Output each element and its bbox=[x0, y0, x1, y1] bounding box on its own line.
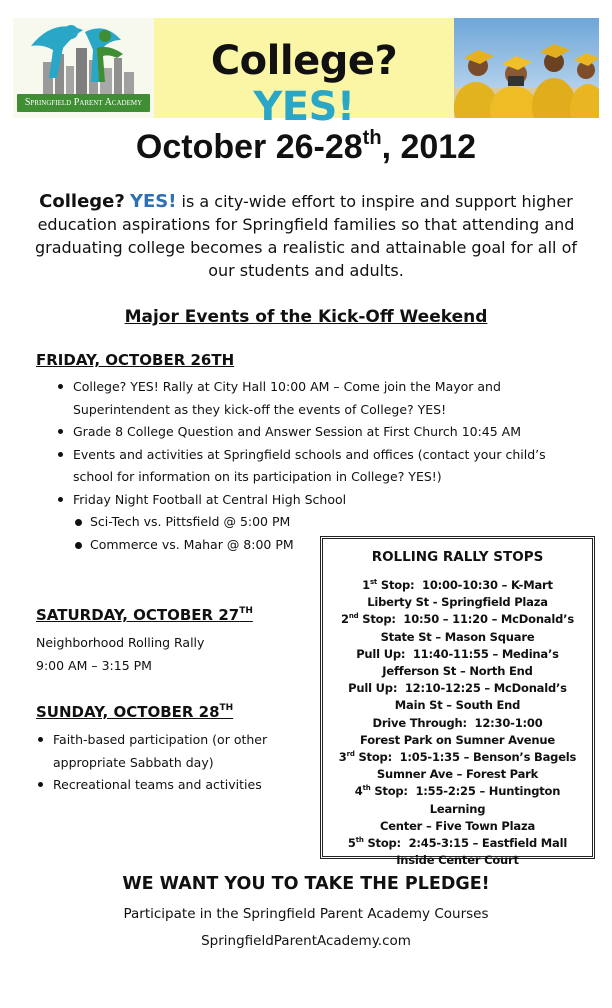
intro-lead-prefix: College? bbox=[39, 191, 125, 212]
rally-stop bbox=[327, 749, 588, 783]
rally-stop-time bbox=[327, 835, 588, 852]
saturday-line: Neighborhood Rolling Rally bbox=[36, 635, 205, 650]
pledge-heading: WE WANT YOU TO TAKE THE PLEDGE! bbox=[122, 874, 490, 894]
sunday-heading bbox=[36, 703, 233, 721]
friday-heading: FRIDAY, OCTOBER 26TH bbox=[36, 351, 235, 369]
football-game: Sci-Tech vs. Pittsfield @ 5:00 PM bbox=[73, 511, 576, 534]
friday-item: Events and activities at Springfield schools and offices (contact your child’s school for information on its participation in College? YES!) bbox=[56, 444, 576, 489]
rally-stop-place: Inside Center Court bbox=[396, 853, 519, 868]
stop-label: Stop: bbox=[377, 578, 415, 592]
stop-ordinal: st bbox=[369, 578, 378, 586]
stop-time: 11:40-11:55 – Medina’s bbox=[412, 646, 559, 661]
date-main: October 26-28 bbox=[135, 128, 363, 166]
intro-lead-yes: YES! bbox=[129, 191, 177, 212]
stop-time: 12:10-12:25 – McDonald’s bbox=[404, 681, 567, 696]
rally-stop-time bbox=[327, 646, 588, 663]
stop-label: Pull Up: bbox=[348, 681, 398, 696]
rally-stop-place: Center – Five Town Plaza bbox=[379, 818, 536, 833]
rally-stop bbox=[327, 715, 588, 749]
stop-ordinal: th bbox=[355, 836, 364, 845]
events-heading: Major Events of the Kick-Off Weekend bbox=[124, 307, 488, 327]
rally-stop-time bbox=[327, 611, 588, 628]
rally-title: ROLLING RALLY STOPS bbox=[371, 549, 544, 565]
rally-stops bbox=[327, 577, 588, 869]
rally-stop bbox=[327, 783, 588, 835]
stop-ordinal: rd bbox=[346, 750, 355, 759]
rally-stop-place: State St – Mason Square bbox=[380, 629, 535, 644]
stop-label: Stop: bbox=[358, 612, 396, 627]
stop-label: Stop: bbox=[363, 836, 401, 851]
stop-ordinal: nd bbox=[348, 612, 359, 621]
springfield-parent-academy-logo bbox=[13, 18, 154, 118]
participate-text: Participate in the Springfield Parent Academy Courses bbox=[123, 906, 489, 922]
stop-number: 4 bbox=[354, 784, 363, 799]
intro-paragraph bbox=[20, 190, 592, 282]
logo-label: Springfield Parent Academy bbox=[17, 94, 150, 112]
rally-stop-time bbox=[327, 783, 588, 817]
rally-stop bbox=[327, 835, 588, 869]
saturday-heading bbox=[36, 606, 253, 624]
rally-stop bbox=[327, 680, 588, 714]
website-link[interactable]: SpringfieldParentAcademy.com bbox=[201, 933, 411, 949]
stop-time: 1:55-2:25 – Huntington Learning bbox=[415, 784, 561, 816]
header-banner bbox=[13, 18, 599, 130]
saturday-details bbox=[36, 632, 204, 677]
rally-stop-place: Forest Park on Sumner Avenue bbox=[360, 732, 555, 747]
saturday-line: 9:00 AM – 3:15 PM bbox=[36, 657, 152, 673]
sunday-events bbox=[36, 729, 316, 797]
stop-ordinal: th bbox=[362, 784, 371, 793]
stop-label: Stop: bbox=[354, 750, 392, 765]
event-dates bbox=[0, 128, 612, 167]
title-box bbox=[154, 18, 454, 130]
friday-item: College? YES! Rally at City Hall 10:00 AM – Come join the Mayor and Superintendent as they kick-off the events of College? YES! bbox=[56, 376, 576, 421]
rally-stop-time bbox=[327, 680, 588, 697]
rolling-rally-box bbox=[320, 536, 595, 868]
stop-label: Stop: bbox=[370, 784, 408, 799]
rally-stop-place: Jefferson St – North End bbox=[382, 664, 533, 679]
stop-time: 10:50 – 11:20 – McDonald’s bbox=[403, 612, 574, 627]
stop-number: 2 bbox=[341, 612, 349, 627]
rally-stop-place: Main St – South End bbox=[394, 698, 521, 713]
stop-number: 3 bbox=[338, 750, 347, 765]
date-suffix: th bbox=[362, 127, 382, 149]
football-game: Commerce vs. Mahar @ 8:00 PM bbox=[73, 534, 576, 557]
stop-time: 12:30-1:00 bbox=[474, 715, 543, 730]
banner-title-yes: YES! bbox=[253, 84, 355, 130]
stop-number: 1 bbox=[362, 578, 370, 592]
rally-stop bbox=[327, 646, 588, 680]
stop-time: 10:00-10:30 – K-Mart bbox=[422, 578, 553, 592]
rally-stop-time bbox=[327, 749, 588, 766]
saturday-heading-text: SATURDAY, OCTOBER 27 bbox=[36, 606, 240, 624]
friday-item: Grade 8 College Question and Answer Session at First Church 10:45 AM bbox=[56, 421, 576, 444]
rally-stop-place: Liberty St - Springfield Plaza bbox=[367, 595, 548, 610]
graduates-photo bbox=[454, 18, 599, 118]
graduates-image bbox=[454, 18, 599, 118]
saturday-heading-suffix: TH bbox=[239, 606, 253, 616]
rally-stop bbox=[327, 577, 588, 611]
rally-stop-time bbox=[327, 715, 588, 732]
rally-stop bbox=[327, 611, 588, 645]
banner-title-prefix: College? bbox=[210, 38, 398, 84]
rally-stop-time bbox=[327, 577, 588, 594]
sunday-item: Faith-based participation (or other appropriate Sabbath day) bbox=[36, 729, 316, 774]
stop-label: Drive Through: bbox=[372, 715, 467, 730]
sunday-heading-text: SUNDAY, OCTOBER 28 bbox=[36, 703, 220, 721]
stop-number: 5 bbox=[347, 836, 356, 851]
banner-title bbox=[154, 38, 454, 130]
rally-stop-place: Sumner Ave – Forest Park bbox=[376, 767, 539, 782]
sunday-heading-suffix: TH bbox=[219, 703, 234, 713]
intro-body: is a city-wide effort to inspire and support higher education aspirations for Springfield families so that attending and graduating college becomes a realistic and attainable goal for all of our students and adults. bbox=[34, 192, 577, 280]
friday-events bbox=[56, 376, 576, 556]
stop-time: 2:45-3:15 – Eastfield Mall bbox=[408, 836, 568, 851]
stop-label: Pull Up: bbox=[356, 646, 406, 661]
sunday-item: Recreational teams and activities bbox=[36, 774, 316, 797]
date-year: , 2012 bbox=[381, 128, 477, 166]
friday-item-text: Friday Night Football at Central High School bbox=[73, 491, 347, 507]
stop-time: 1:05-1:35 – Benson’s Bagels bbox=[399, 750, 577, 765]
